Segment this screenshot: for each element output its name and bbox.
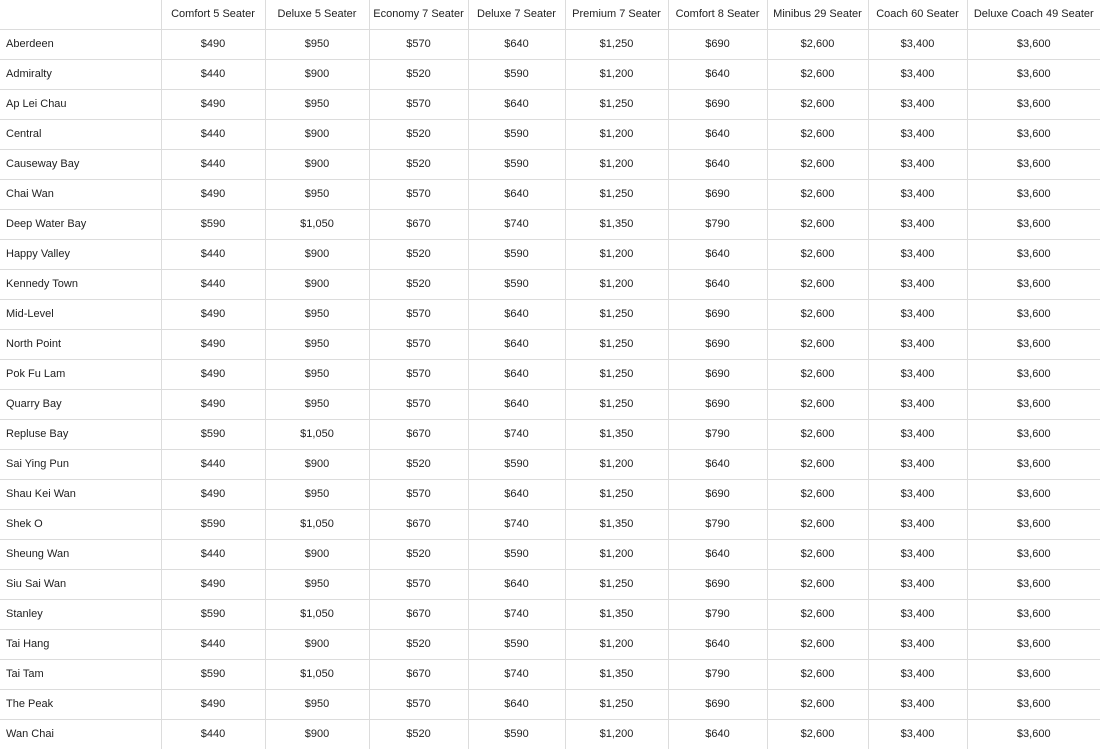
price-cell: $790: [668, 510, 767, 540]
price-cell: $3,400: [868, 540, 967, 570]
price-cell: $2,600: [767, 540, 868, 570]
price-cell: $570: [369, 30, 468, 60]
price-cell: $640: [468, 390, 565, 420]
area-name-cell: Kennedy Town: [0, 270, 161, 300]
price-cell: $3,400: [868, 60, 967, 90]
price-cell: $440: [161, 720, 265, 750]
price-cell: $590: [468, 60, 565, 90]
price-cell: $3,600: [967, 240, 1100, 270]
price-cell: $690: [668, 390, 767, 420]
price-cell: $900: [265, 540, 369, 570]
price-cell: $1,250: [565, 480, 668, 510]
table-row: [0, 390, 1100, 420]
price-cell: $490: [161, 480, 265, 510]
price-cell: $3,600: [967, 630, 1100, 660]
price-cell: $2,600: [767, 300, 868, 330]
price-cell: $690: [668, 330, 767, 360]
price-cell: $3,400: [868, 330, 967, 360]
price-cell: $440: [161, 540, 265, 570]
price-cell: $690: [668, 360, 767, 390]
price-cell: $670: [369, 210, 468, 240]
price-cell: $3,600: [967, 420, 1100, 450]
price-cell: $520: [369, 450, 468, 480]
price-cell: $640: [468, 90, 565, 120]
area-name-cell: Quarry Bay: [0, 390, 161, 420]
price-cell: $1,200: [565, 720, 668, 750]
price-cell: $2,600: [767, 360, 868, 390]
price-cell: $2,600: [767, 420, 868, 450]
column-header: Economy 7 Seater: [369, 0, 468, 30]
price-cell: $3,600: [967, 150, 1100, 180]
price-cell: $670: [369, 600, 468, 630]
area-name-cell: Pok Fu Lam: [0, 360, 161, 390]
price-cell: $1,250: [565, 690, 668, 720]
price-cell: $3,400: [868, 480, 967, 510]
price-cell: $640: [668, 150, 767, 180]
price-cell: $1,050: [265, 600, 369, 630]
price-cell: $1,250: [565, 360, 668, 390]
area-name-cell: North Point: [0, 330, 161, 360]
price-cell: $590: [161, 420, 265, 450]
price-cell: $690: [668, 690, 767, 720]
area-name-cell: Sai Ying Pun: [0, 450, 161, 480]
price-cell: $1,200: [565, 150, 668, 180]
price-cell: $2,600: [767, 180, 868, 210]
price-cell: $590: [468, 540, 565, 570]
price-cell: $440: [161, 120, 265, 150]
price-cell: $640: [468, 30, 565, 60]
column-header: Comfort 8 Seater: [668, 0, 767, 30]
column-header: Premium 7 Seater: [565, 0, 668, 30]
price-cell: $690: [668, 480, 767, 510]
price-cell: $690: [668, 30, 767, 60]
price-cell: $640: [668, 720, 767, 750]
price-cell: $670: [369, 420, 468, 450]
price-cell: $640: [668, 450, 767, 480]
price-cell: $3,400: [868, 570, 967, 600]
column-header: Deluxe Coach 49 Seater: [967, 0, 1100, 30]
price-cell: $640: [668, 270, 767, 300]
price-cell: $900: [265, 240, 369, 270]
price-cell: $640: [468, 360, 565, 390]
area-name-cell: Central: [0, 120, 161, 150]
price-cell: $2,600: [767, 390, 868, 420]
price-cell: $570: [369, 90, 468, 120]
price-cell: $740: [468, 600, 565, 630]
price-cell: $2,600: [767, 480, 868, 510]
price-cell: $3,600: [967, 180, 1100, 210]
price-cell: $790: [668, 600, 767, 630]
price-cell: $1,250: [565, 180, 668, 210]
table-row: [0, 270, 1100, 300]
table-row: [0, 420, 1100, 450]
price-cell: $670: [369, 660, 468, 690]
price-cell: $590: [161, 210, 265, 240]
table-body: [0, 30, 1100, 750]
price-cell: $790: [668, 660, 767, 690]
table-row: [0, 690, 1100, 720]
price-cell: $2,600: [767, 120, 868, 150]
price-cell: $640: [668, 240, 767, 270]
price-cell: $440: [161, 240, 265, 270]
price-cell: $2,600: [767, 510, 868, 540]
area-name-cell: Repluse Bay: [0, 420, 161, 450]
table-row: [0, 150, 1100, 180]
price-cell: $2,600: [767, 660, 868, 690]
price-cell: $490: [161, 90, 265, 120]
price-cell: $440: [161, 630, 265, 660]
price-cell: $950: [265, 360, 369, 390]
price-cell: $740: [468, 210, 565, 240]
area-name-cell: Aberdeen: [0, 30, 161, 60]
price-cell: $690: [668, 90, 767, 120]
column-header: Deluxe 7 Seater: [468, 0, 565, 30]
price-cell: $520: [369, 720, 468, 750]
price-cell: $3,400: [868, 120, 967, 150]
price-cell: $490: [161, 690, 265, 720]
price-cell: $1,200: [565, 630, 668, 660]
area-name-cell: Shek O: [0, 510, 161, 540]
price-cell: $3,400: [868, 420, 967, 450]
price-cell: $3,400: [868, 300, 967, 330]
price-cell: $440: [161, 150, 265, 180]
table-row: [0, 300, 1100, 330]
price-cell: $3,600: [967, 330, 1100, 360]
price-cell: $2,600: [767, 30, 868, 60]
price-cell: $520: [369, 270, 468, 300]
price-cell: $900: [265, 120, 369, 150]
price-cell: $520: [369, 150, 468, 180]
price-cell: $490: [161, 390, 265, 420]
price-cell: $3,600: [967, 360, 1100, 390]
price-cell: $1,350: [565, 420, 668, 450]
price-cell: $520: [369, 60, 468, 90]
price-cell: $3,600: [967, 210, 1100, 240]
table-row: [0, 660, 1100, 690]
price-cell: $3,400: [868, 510, 967, 540]
price-cell: $3,600: [967, 120, 1100, 150]
price-cell: $3,600: [967, 390, 1100, 420]
price-cell: $640: [668, 60, 767, 90]
price-cell: $950: [265, 30, 369, 60]
price-cell: $2,600: [767, 150, 868, 180]
price-cell: $640: [468, 330, 565, 360]
price-cell: $590: [468, 150, 565, 180]
price-cell: $2,600: [767, 450, 868, 480]
price-cell: $3,600: [967, 570, 1100, 600]
price-cell: $690: [668, 300, 767, 330]
price-cell: $490: [161, 360, 265, 390]
area-name-cell: The Peak: [0, 690, 161, 720]
header-row: [0, 0, 1100, 30]
price-cell: $640: [468, 690, 565, 720]
area-name-cell: Shau Kei Wan: [0, 480, 161, 510]
area-name-cell: Stanley: [0, 600, 161, 630]
price-cell: $2,600: [767, 690, 868, 720]
price-cell: $3,600: [967, 90, 1100, 120]
table-row: [0, 240, 1100, 270]
price-cell: $570: [369, 390, 468, 420]
price-cell: $1,050: [265, 210, 369, 240]
price-cell: $3,400: [868, 30, 967, 60]
price-cell: $1,350: [565, 210, 668, 240]
price-cell: $520: [369, 540, 468, 570]
price-cell: $900: [265, 60, 369, 90]
price-cell: $3,600: [967, 510, 1100, 540]
price-cell: $590: [468, 240, 565, 270]
price-cell: $3,600: [967, 600, 1100, 630]
price-cell: $3,600: [967, 30, 1100, 60]
area-name-cell: Happy Valley: [0, 240, 161, 270]
price-cell: $2,600: [767, 630, 868, 660]
price-cell: $1,200: [565, 450, 668, 480]
area-name-cell: Tai Hang: [0, 630, 161, 660]
table-row: [0, 180, 1100, 210]
price-cell: $3,400: [868, 360, 967, 390]
table-row: [0, 510, 1100, 540]
price-cell: $3,400: [868, 630, 967, 660]
price-cell: $3,600: [967, 540, 1100, 570]
price-cell: $490: [161, 570, 265, 600]
price-cell: $790: [668, 210, 767, 240]
table-row: [0, 540, 1100, 570]
price-cell: $950: [265, 300, 369, 330]
price-cell: $740: [468, 660, 565, 690]
price-cell: $3,400: [868, 240, 967, 270]
price-cell: $950: [265, 390, 369, 420]
price-cell: $950: [265, 480, 369, 510]
table-row: [0, 360, 1100, 390]
table-row: [0, 600, 1100, 630]
price-cell: $2,600: [767, 600, 868, 630]
area-name-cell: Deep Water Bay: [0, 210, 161, 240]
price-cell: $520: [369, 240, 468, 270]
price-cell: $740: [468, 510, 565, 540]
price-cell: $3,600: [967, 450, 1100, 480]
table-row: [0, 120, 1100, 150]
price-cell: $3,400: [868, 720, 967, 750]
price-cell: $3,600: [967, 300, 1100, 330]
price-cell: $490: [161, 180, 265, 210]
area-name-cell: Sheung Wan: [0, 540, 161, 570]
price-cell: $570: [369, 180, 468, 210]
price-cell: $1,350: [565, 510, 668, 540]
price-cell: $640: [668, 120, 767, 150]
price-cell: $3,400: [868, 450, 967, 480]
price-cell: $2,600: [767, 90, 868, 120]
column-header: Deluxe 5 Seater: [265, 0, 369, 30]
price-cell: $690: [668, 570, 767, 600]
price-cell: $1,250: [565, 90, 668, 120]
price-cell: $590: [161, 510, 265, 540]
price-cell: $3,400: [868, 690, 967, 720]
area-name-cell: Siu Sai Wan: [0, 570, 161, 600]
price-cell: $570: [369, 690, 468, 720]
table-row: [0, 210, 1100, 240]
price-cell: $2,600: [767, 330, 868, 360]
price-cell: $590: [468, 270, 565, 300]
price-cell: $950: [265, 180, 369, 210]
price-cell: $3,600: [967, 480, 1100, 510]
price-cell: $1,050: [265, 660, 369, 690]
price-cell: $950: [265, 570, 369, 600]
price-cell: $900: [265, 450, 369, 480]
price-cell: $2,600: [767, 570, 868, 600]
area-name-cell: Tai Tam: [0, 660, 161, 690]
price-cell: $3,400: [868, 150, 967, 180]
price-cell: $3,600: [967, 690, 1100, 720]
price-cell: $590: [468, 120, 565, 150]
price-cell: $490: [161, 300, 265, 330]
price-cell: $900: [265, 150, 369, 180]
price-cell: $3,400: [868, 600, 967, 630]
price-cell: $690: [668, 180, 767, 210]
table-row: [0, 570, 1100, 600]
price-cell: $1,200: [565, 240, 668, 270]
price-cell: $1,250: [565, 390, 668, 420]
area-name-cell: Admiralty: [0, 60, 161, 90]
price-cell: $590: [468, 450, 565, 480]
price-cell: $1,200: [565, 270, 668, 300]
price-cell: $3,400: [868, 180, 967, 210]
price-cell: $1,250: [565, 300, 668, 330]
price-cell: $1,350: [565, 660, 668, 690]
column-header: Minibus 29 Seater: [767, 0, 868, 30]
area-name-cell: Mid-Level: [0, 300, 161, 330]
price-cell: $3,600: [967, 60, 1100, 90]
price-cell: $2,600: [767, 270, 868, 300]
price-cell: $1,200: [565, 120, 668, 150]
price-cell: $3,400: [868, 390, 967, 420]
price-cell: $3,600: [967, 660, 1100, 690]
price-cell: $1,200: [565, 60, 668, 90]
price-cell: $520: [369, 120, 468, 150]
price-cell: $570: [369, 300, 468, 330]
price-cell: $3,400: [868, 660, 967, 690]
price-cell: $640: [468, 180, 565, 210]
price-cell: $640: [468, 570, 565, 600]
price-cell: $1,050: [265, 510, 369, 540]
price-cell: $950: [265, 330, 369, 360]
price-cell: $590: [161, 600, 265, 630]
price-cell: $2,600: [767, 720, 868, 750]
price-cell: $790: [668, 420, 767, 450]
price-cell: $440: [161, 450, 265, 480]
price-cell: $570: [369, 480, 468, 510]
price-cell: $590: [161, 660, 265, 690]
area-name-cell: Wan Chai: [0, 720, 161, 750]
price-cell: $570: [369, 330, 468, 360]
price-cell: $950: [265, 690, 369, 720]
table-row: [0, 60, 1100, 90]
price-cell: $3,400: [868, 270, 967, 300]
price-cell: $740: [468, 420, 565, 450]
price-cell: $640: [668, 630, 767, 660]
corner-cell: [0, 0, 161, 30]
price-cell: $900: [265, 630, 369, 660]
table-row: [0, 90, 1100, 120]
price-cell: $570: [369, 570, 468, 600]
table-row: [0, 480, 1100, 510]
price-cell: $1,250: [565, 330, 668, 360]
price-cell: $440: [161, 60, 265, 90]
price-cell: $3,600: [967, 270, 1100, 300]
price-cell: $670: [369, 510, 468, 540]
price-cell: $1,250: [565, 570, 668, 600]
column-header: Coach 60 Seater: [868, 0, 967, 30]
price-cell: $640: [668, 540, 767, 570]
table-row: [0, 630, 1100, 660]
price-cell: $3,600: [967, 720, 1100, 750]
price-cell: $590: [468, 630, 565, 660]
price-cell: $640: [468, 300, 565, 330]
table-row: [0, 720, 1100, 750]
price-cell: $590: [468, 720, 565, 750]
price-cell: $490: [161, 330, 265, 360]
table-row: [0, 30, 1100, 60]
price-cell: $440: [161, 270, 265, 300]
area-name-cell: Causeway Bay: [0, 150, 161, 180]
price-cell: $1,250: [565, 30, 668, 60]
area-name-cell: Ap Lei Chau: [0, 90, 161, 120]
area-name-cell: Chai Wan: [0, 180, 161, 210]
price-cell: $950: [265, 90, 369, 120]
price-cell: $2,600: [767, 240, 868, 270]
table-row: [0, 330, 1100, 360]
price-cell: $520: [369, 630, 468, 660]
price-cell: $2,600: [767, 60, 868, 90]
price-cell: $570: [369, 360, 468, 390]
price-cell: $1,200: [565, 540, 668, 570]
price-cell: $490: [161, 30, 265, 60]
price-cell: $1,350: [565, 600, 668, 630]
price-cell: $900: [265, 720, 369, 750]
column-header: Comfort 5 Seater: [161, 0, 265, 30]
price-cell: $640: [468, 480, 565, 510]
price-cell: $3,400: [868, 90, 967, 120]
price-cell: $900: [265, 270, 369, 300]
table-row: [0, 450, 1100, 480]
price-cell: $3,400: [868, 210, 967, 240]
price-cell: $2,600: [767, 210, 868, 240]
price-cell: $1,050: [265, 420, 369, 450]
